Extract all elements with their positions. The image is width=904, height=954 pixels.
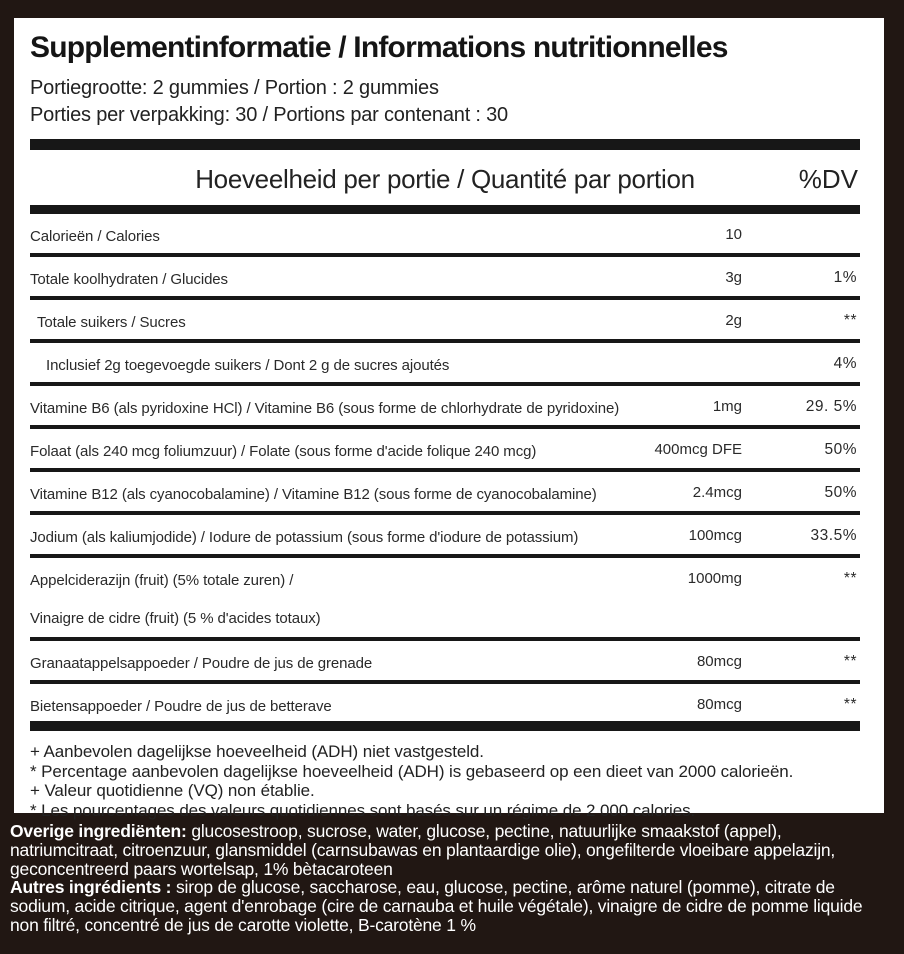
table-row-vitamin-b12 [30,472,860,515]
footnote-vq-not-established: + Valeur quotidienne (VQ) non établie. [30,781,315,800]
serving-size: Portiegrootte: 2 gummies / Portion : 2 gummies [30,77,439,99]
table-row-beet-juice [30,684,860,721]
dv-value: ** [843,696,857,713]
table-row-pomegranate [30,641,860,684]
table-row-added-sugars [30,343,860,386]
ingredients-section [10,822,894,935]
header-amount-label: Hoeveelheid per portie / Quantité par portion [195,164,695,194]
amount-value: 1000mg [687,570,742,587]
ingredients-french-lead: Autres ingrédients : [10,877,172,898]
header-dv-label: %DV [798,164,858,194]
servings-per-container: Porties per verpakking: 30 / Portions par contenant : 30 [30,104,508,126]
facts-panel [14,18,884,820]
footnote-adh-percent-basis: * Percentage aanbevolen dagelijkse hoeveelheid (ADH) is gebaseerd op een dieet van 2000 calorieën. [30,761,794,781]
panel-title: Supplementinformatie / Informations nutritionnelles [30,31,728,64]
amount-value: 100mcg [688,527,742,544]
table-row-sugars [30,300,860,343]
table-row-folate [30,429,860,472]
table-row-vitamin-b6 [30,386,860,429]
dv-value: ** [843,570,857,587]
amount-value: 2g [725,312,742,329]
table-row-iodine [30,515,860,558]
nutrition-table [30,150,860,731]
separator-thick-bottom [30,721,860,731]
amount-value: 2.4mcg [692,484,742,501]
nutrient-label: Vitamine B12 (als cyanocobalamine) / Vitamine B12 (sous forme de cyanocobalamine) [30,486,597,503]
dv-value: 29. 5% [805,398,857,415]
ingredients-dutch-text: glucosestroop, sucrose, water, glucose, pectine, natuurlijke smaakstof (appel), natriumcitraat, citroenzuur, glansmiddel (carnsubawas en plantaardige olie), ongefilterde vloeibare appelazijn, geconcentreerd paars wortelsap, 1% bètacaroteen [10,821,836,879]
nutrient-label: Bietensappoeder / Poudre de jus de betterave [30,698,332,715]
nutrient-label: Jodium (als kaliumjodide) / Iodure de potassium (sous forme d'iodure de potassium) [30,529,579,546]
footnote-adh-not-established: + Aanbevolen dagelijkse hoeveelheid (ADH) niet vastgesteld. [30,742,484,761]
separator-header [30,205,860,214]
amount-value: 400mcg DFE [654,441,742,458]
nutrient-label: Folaat (als 240 mcg foliumzuur) / Folate (sous forme d'acide folique 240 mcg) [30,443,537,460]
dv-value: 50% [824,441,857,458]
ingredients-french [10,878,894,934]
dv-value: 50% [824,484,857,501]
dv-value: ** [843,312,857,329]
ingredients-dutch [10,822,894,878]
table-row-carbs [30,257,860,300]
nutrient-label: Totale koolhydraten / Glucides [30,271,228,288]
nutrient-label: Granaatappelsappoeder / Poudre de jus de grenade [30,655,373,672]
dv-value: 1% [833,269,857,286]
serving-info [30,75,860,129]
separator-thick-top [30,139,860,150]
amount-value: 3g [725,269,742,286]
table-row-apple-cider-vinegar [30,558,860,641]
nutrient-label: Totale suikers / Sucres [37,314,186,331]
footnote-vq-percent-basis: * Les pourcentages des valeurs quotidiennes sont basés sur un régime de 2 000 calories. [30,800,696,820]
dv-value: 4% [833,355,857,372]
amount-value: 80mcg [696,653,742,670]
nutrient-label: Calorieën / Calories [30,228,160,245]
nutrient-label: Vitamine B6 (als pyridoxine HCl) / Vitamine B6 (sous forme de chlorhydrate de pyridoxine) [30,400,620,417]
dv-value: 33.5% [810,527,857,544]
amount-value: 1mg [712,398,742,415]
ingredients-french-text: sirop de glucose, saccharose, eau, glucose, pectine, arôme naturel (pomme), citrate de sodium, acide citrique, agent d'enrobage (cire de carnauba et huile végétale), vinaigre de cidre de pomme liquide non filtré, concentré de jus de carotte violette, B-carotène 1 % [10,877,863,935]
nutrient-label-line1: Appelciderazijn (fruit) (5% totale zuren) / [30,572,294,589]
footnotes [30,731,860,820]
nutrient-label-line2: Vinaigre de cidre (fruit) (5 % d'acides totaux) [30,610,321,627]
table-row-calories [30,214,860,257]
table-header [30,150,860,205]
ingredients-dutch-lead: Overige ingrediënten: [10,821,187,841]
nutrient-label: Inclusief 2g toegevoegde suikers / Dont 2 g de sucres ajoutés [46,357,450,374]
amount-value: 10 [725,226,742,243]
amount-value: 80mcg [696,696,742,713]
dv-value: ** [843,653,857,670]
